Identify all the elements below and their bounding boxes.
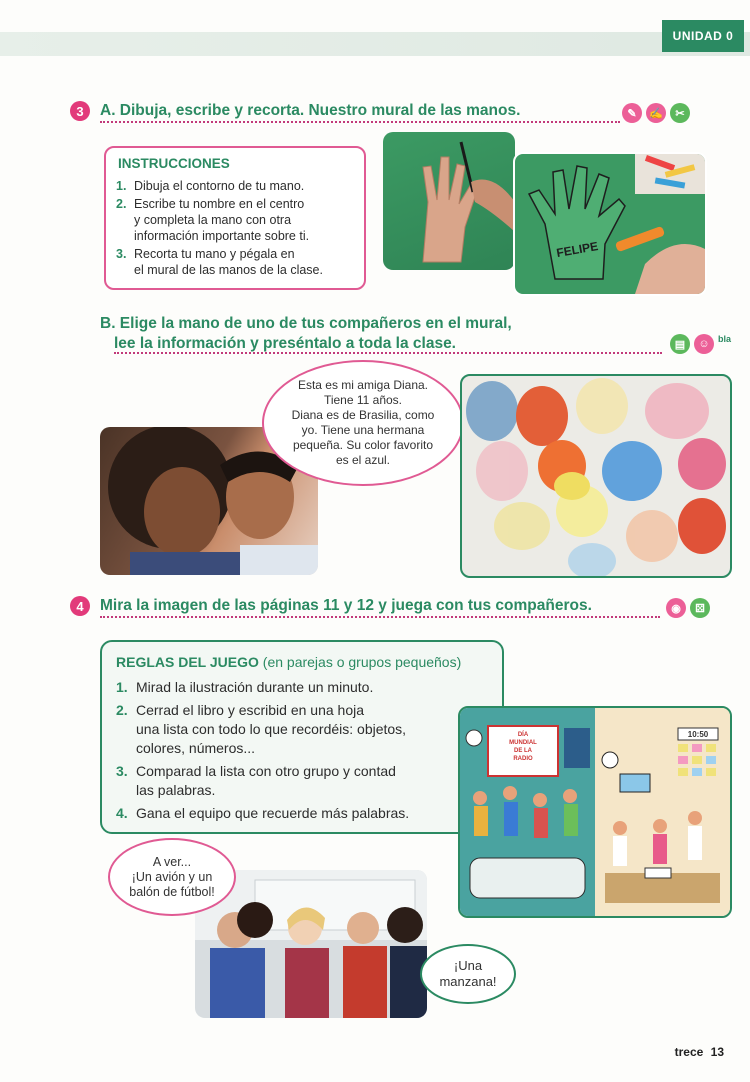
activity-icons	[666, 598, 710, 618]
exercise-3b-heading	[100, 314, 512, 354]
speech-line: balón de fútbol!	[129, 884, 215, 899]
speech-line: yo. Tiene una hermana	[301, 423, 425, 437]
speech-line: ¡Un avión y un	[131, 869, 213, 884]
step-line: información importante sobre ti.	[134, 229, 310, 243]
rules-box	[100, 640, 504, 834]
rules-subtitle: (en parejas o grupos pequeños)	[262, 654, 462, 670]
exercise-number-4: 4	[70, 596, 90, 616]
poster-text: DE LA	[514, 748, 532, 754]
photo-decorated-hand	[513, 152, 707, 296]
decorated-hand-illustration	[515, 154, 705, 294]
poster-text: MUNDIAL	[509, 740, 537, 746]
speech-line: es el azul.	[335, 453, 390, 467]
rule-line: Comparad la lista con otro grupo y contad	[136, 763, 396, 779]
write-icon: ✍	[646, 103, 666, 123]
speech-bubble-guess-right	[420, 944, 516, 1004]
instruction-step	[116, 196, 356, 244]
classroom-drawing	[460, 708, 730, 916]
read-icon: ▤	[670, 334, 690, 354]
poster-text: RADIO	[513, 756, 533, 762]
scissors-icon: ✂	[670, 103, 690, 123]
heading-underline	[114, 352, 662, 354]
speech-bubble-diana	[262, 360, 464, 486]
speech-bubble-guess-left	[108, 838, 236, 916]
look-icon: ◉	[666, 598, 686, 618]
hand-tracing-illustration	[383, 132, 515, 270]
rule-number: 1.	[116, 679, 128, 695]
photo-tracing-hand	[383, 132, 515, 270]
speech-line: Tiene 11 años.	[323, 393, 403, 407]
clock-icon	[466, 730, 482, 746]
heading-b-line-2: lee la información y preséntalo a toda la clase.	[114, 335, 456, 352]
header-bar	[0, 32, 750, 56]
classroom-illustration	[458, 706, 732, 918]
speech-line: manzana!	[439, 974, 497, 989]
page-number-value: 13	[710, 1045, 724, 1059]
instruction-step	[116, 246, 356, 278]
rule-item	[116, 701, 496, 758]
instruction-step	[116, 178, 356, 194]
rule-line: una lista con todo lo que recordéis: objetos,	[136, 721, 407, 737]
heading-text: Mira la imagen de las páginas 11 y 12 y juega con tus compañeros.	[100, 597, 592, 614]
heading-text: A. Dibuja, escribe y recorta. Nuestro mural de las manos.	[100, 102, 521, 119]
hand-name-text: FELIPE	[555, 238, 600, 261]
activity-icons	[670, 334, 731, 354]
rules-list	[116, 678, 496, 827]
rule-line: Cerrad el libro y escribid en una hoja	[136, 702, 365, 718]
clock-label: 10:50	[687, 730, 709, 739]
rules-heading	[116, 654, 461, 670]
rule-line: colores, números...	[136, 740, 256, 756]
page-number	[675, 1045, 724, 1059]
hand-mural-illustration	[462, 376, 730, 576]
rule-number: 2.	[116, 702, 128, 718]
exercise-3a-heading	[100, 101, 520, 121]
rule-line: Gana el equipo que recuerde más palabras.	[136, 805, 410, 821]
step-number: 1.	[116, 179, 127, 193]
rule-number: 3.	[116, 763, 128, 779]
instructions-box	[104, 146, 366, 290]
speak-icon: ☺	[694, 334, 714, 354]
step-number: 2.	[116, 197, 127, 211]
step-line: y completa la mano con otra	[134, 213, 292, 227]
speech-text	[292, 378, 435, 468]
soccer-ball-icon	[602, 752, 618, 768]
heading-underline	[100, 616, 660, 618]
page-word: trece	[674, 1045, 704, 1059]
instructions-list	[116, 178, 356, 280]
speech-text	[129, 855, 215, 900]
speech-line: ¡Una	[453, 958, 483, 973]
rules-title: REGLAS DEL JUEGO	[116, 654, 259, 670]
rule-item	[116, 678, 496, 697]
rule-line: las palabras.	[136, 782, 216, 798]
exercise-4-heading	[100, 596, 592, 616]
step-number: 3.	[116, 247, 127, 261]
step-line: el mural de las manos de la clase.	[134, 263, 323, 277]
game-icon: ⚄	[690, 598, 710, 618]
speech-line: Diana es de Brasilia, como	[291, 408, 435, 422]
step-line: Dibuja el contorno de tu mano.	[134, 179, 305, 193]
rule-line: Mirad la ilustración durante un minuto.	[136, 679, 374, 695]
rule-item	[116, 762, 496, 800]
instructions-title: INSTRUCCIONES	[118, 156, 230, 171]
activity-icons	[622, 103, 690, 123]
speech-line: pequeña. Su color favorito	[292, 438, 434, 452]
draw-icon: ✎	[622, 103, 642, 123]
step-line: Escribe tu nombre en el centro	[134, 197, 305, 211]
photo-hand-mural	[460, 374, 732, 578]
unit-tab: UNIDAD 0	[662, 20, 744, 52]
bla-label: bla	[718, 334, 732, 344]
rule-item	[116, 804, 496, 823]
step-line: Recorta tu mano y pégala en	[134, 247, 295, 261]
speech-line: A ver...	[152, 854, 192, 869]
speech-line: Esta es mi amiga Diana.	[297, 378, 429, 392]
speech-text	[439, 958, 496, 990]
exercise-number-3: 3	[70, 101, 90, 121]
heading-b-line-1: B. Elige la mano de uno de tus compañeros en el mural,	[100, 315, 512, 332]
poster-text: DÍA	[517, 732, 529, 738]
rule-number: 4.	[116, 805, 128, 821]
heading-underline	[100, 121, 620, 123]
